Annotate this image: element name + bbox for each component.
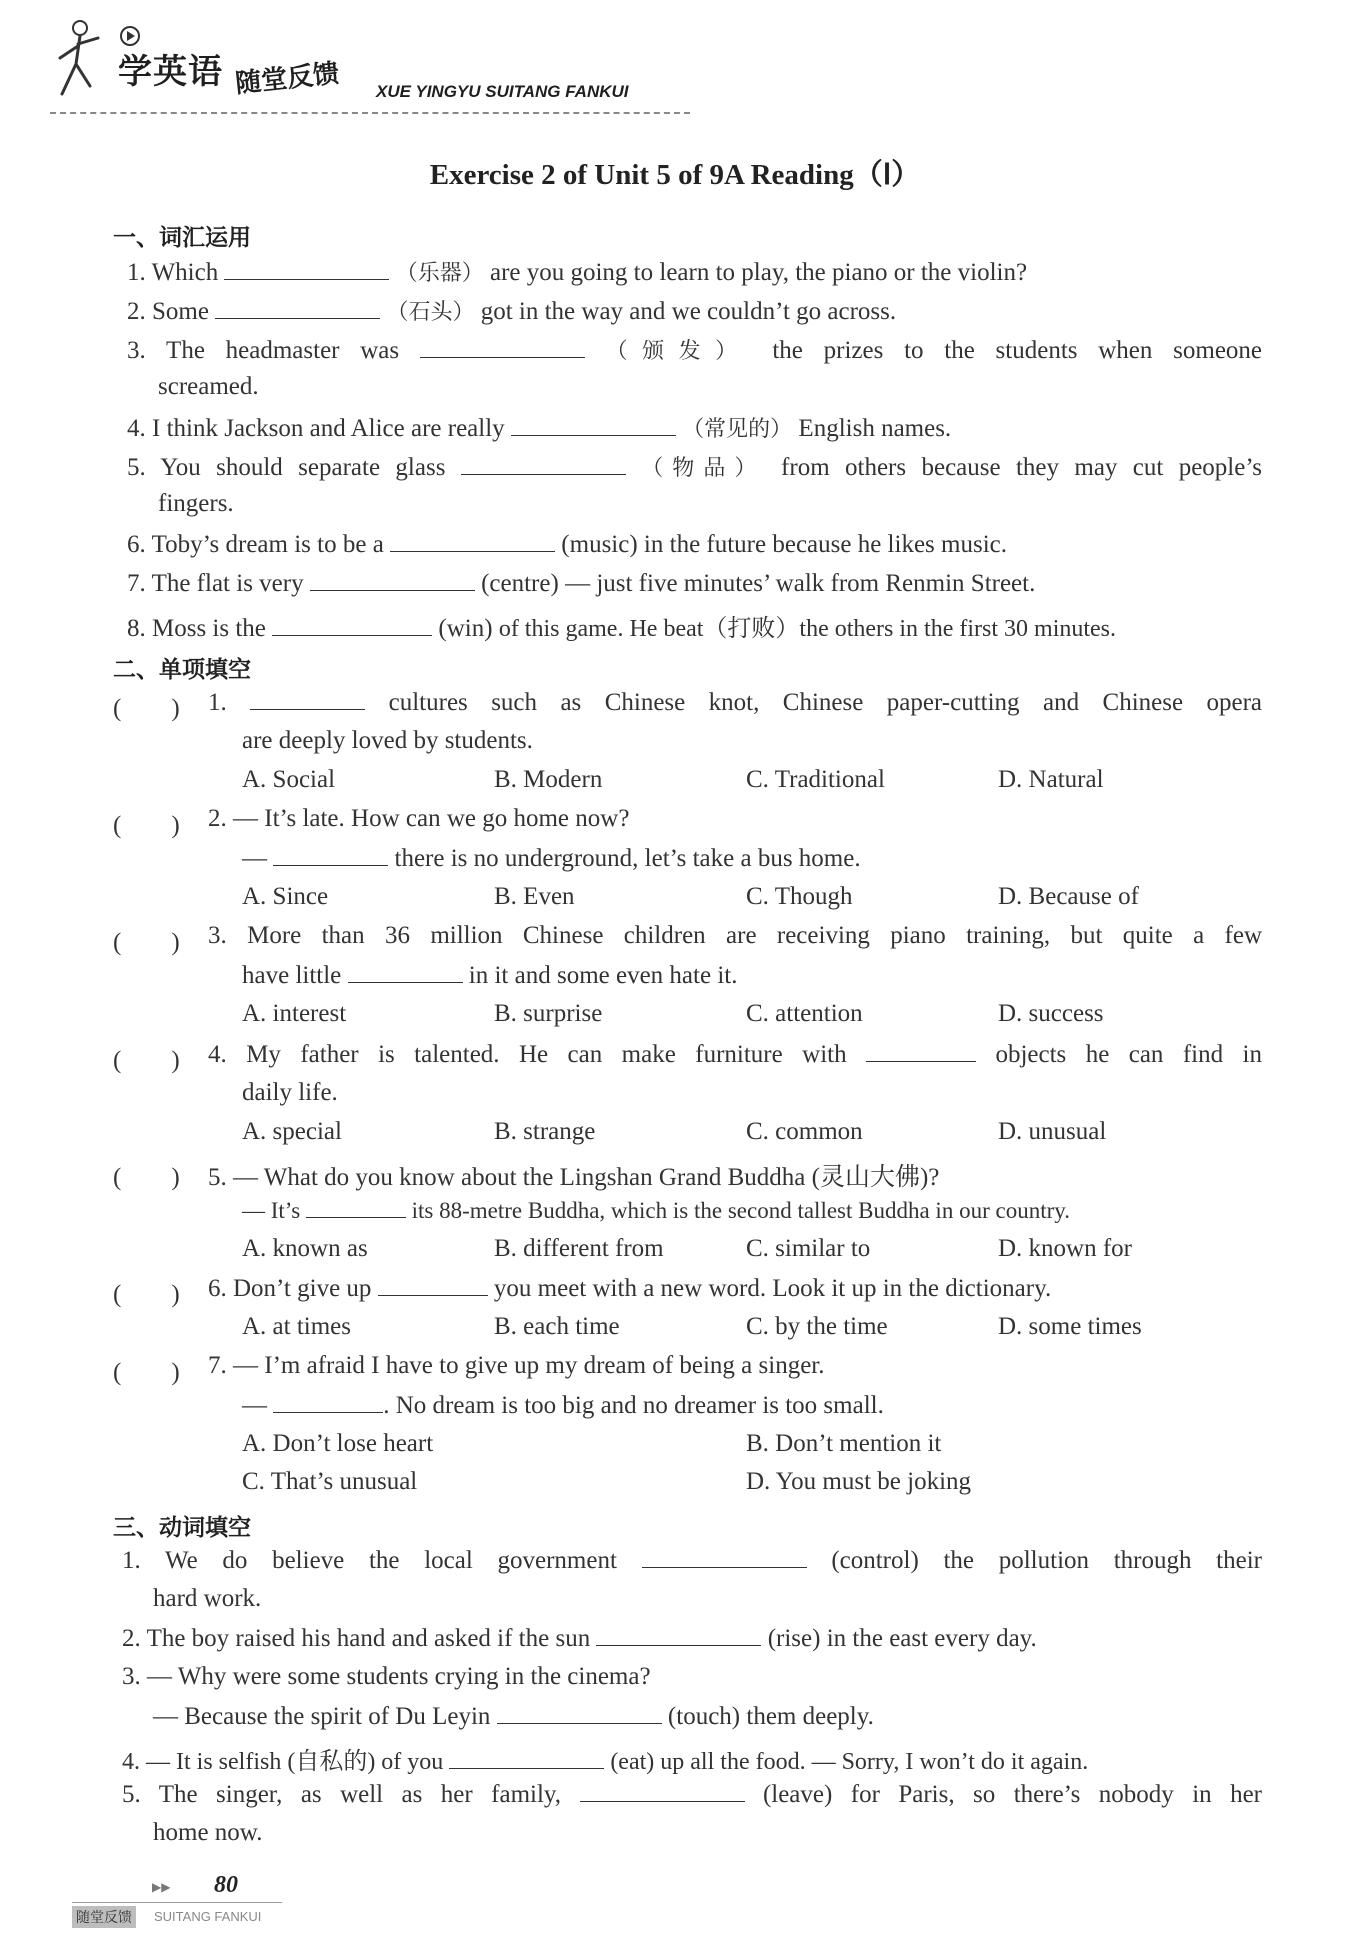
option-c[interactable]: C. That’s unusual [242, 1468, 418, 1495]
mc-question-4 [208, 1040, 1262, 1069]
vocab-item-5 [127, 451, 1262, 482]
logo-pinyin: XUE YINGYU SUITANG FANKUI [376, 82, 629, 101]
item-number: 6. [127, 531, 146, 558]
item-hint: (eat) [610, 1749, 655, 1775]
answer-parenthesis[interactable]: ( ) [113, 1047, 180, 1074]
answer-parenthesis[interactable]: ( ) [113, 695, 180, 722]
item-number: 2. [127, 298, 146, 325]
item-text: in the future because he likes music. [643, 531, 1007, 558]
answer-blank[interactable] [306, 1196, 406, 1218]
option-a[interactable]: A. Social [242, 766, 336, 793]
header-divider [50, 112, 690, 114]
mc-question-4-cont: daily life. [242, 1079, 338, 1106]
page-number: 80 [214, 1872, 238, 1898]
answer-blank[interactable] [273, 844, 388, 866]
item-text: are you going to learn to play, the piano or the violin? [489, 259, 1028, 286]
verb-item-5-cont: home now. [153, 1819, 263, 1846]
footer-badge: 随堂反馈 [72, 1906, 136, 1928]
item-hint: (centre) [481, 570, 559, 597]
vocab-item-8 [127, 608, 1116, 643]
item-hint: (rise) [767, 1625, 821, 1652]
item-text: Which [151, 259, 219, 286]
item-text: — It’s late. How can we go home now? [233, 805, 630, 832]
answer-blank[interactable] [449, 1747, 604, 1769]
answer-blank[interactable] [596, 1624, 761, 1646]
answer-blank[interactable] [420, 336, 585, 358]
answer-parenthesis[interactable]: ( ) [113, 1359, 180, 1386]
item-text: you meet with a new word. Look it up in the dictionary. [493, 1275, 1052, 1302]
item-hint: （石头） [386, 300, 475, 325]
footer-rule [72, 1902, 282, 1903]
vocab-item-3 [127, 334, 1262, 365]
mc-question-2-cont [242, 844, 861, 873]
item-hint: (touch) [667, 1703, 741, 1730]
item-text: Toby’s dream is to be a [151, 531, 384, 558]
item-text: for Paris, so there’s nobody in her [850, 1781, 1263, 1808]
answer-blank[interactable] [642, 1546, 807, 1568]
page-title: Exercise 2 of Unit 5 of 9A Reading（Ⅰ） [429, 159, 921, 191]
item-text: — Because the spirit of Du Leyin [153, 1703, 491, 1730]
answer-parenthesis[interactable]: ( ) [113, 1281, 180, 1308]
section-heading-vocabulary: 一、词汇运用 [113, 225, 251, 251]
item-text: — just five minutes’ walk from Renmin Street. [565, 570, 1036, 597]
item-text: cultures such as Chinese knot, Chinese paper-cutting and Chinese opera [388, 689, 1263, 716]
option-b[interactable]: B. strange [494, 1118, 596, 1145]
answer-parenthesis[interactable]: ( ) [113, 1164, 180, 1191]
item-number: 4. [208, 1041, 227, 1068]
item-number: 3. [208, 922, 227, 949]
verb-item-5 [122, 1780, 1262, 1809]
item-number: 1. [208, 689, 227, 716]
option-d[interactable]: D. You must be joking [746, 1468, 972, 1495]
item-text: in it and some even hate it. [468, 962, 738, 989]
item-text: Moss is the [152, 615, 266, 642]
item-text: I think Jackson and Alice are really [152, 415, 505, 442]
item-text: — [242, 1392, 267, 1419]
item-number: 1. [127, 259, 146, 286]
item-hint: (win) [438, 615, 493, 642]
option-a[interactable]: A. Since [242, 883, 329, 910]
item-number: 7. [208, 1352, 227, 1379]
mc-question-5 [208, 1157, 939, 1193]
option-a[interactable]: A. interest [242, 1000, 347, 1027]
double-arrow-icon: ▶▶ [152, 1880, 171, 1894]
item-text: — It is selfish (自私的) of you [146, 1749, 444, 1775]
mc-question-6 [208, 1274, 1051, 1303]
option-d[interactable]: D. Because of [998, 883, 1139, 910]
option-d[interactable]: D. success [998, 1000, 1104, 1027]
option-c[interactable]: C. by the time [746, 1313, 888, 1340]
answer-blank[interactable] [215, 297, 380, 319]
item-text: . No dream is too big and no dreamer is too small. [383, 1392, 884, 1419]
item-text: You should separate glass [160, 454, 446, 481]
item-text: them deeply. [746, 1703, 874, 1730]
answer-blank[interactable] [390, 530, 555, 552]
answer-blank[interactable] [580, 1780, 745, 1802]
verb-item-3 [122, 1663, 651, 1691]
page-footer [72, 1872, 292, 1932]
verb-item-1-cont: hard work. [153, 1585, 262, 1612]
verb-item-2 [122, 1624, 1037, 1653]
option-d[interactable]: D. some times [998, 1313, 1142, 1340]
mc-question-2 [208, 805, 629, 833]
mc-question-5-cont [242, 1196, 1070, 1224]
answer-parenthesis[interactable]: ( ) [113, 929, 180, 956]
item-number: 8. [127, 615, 146, 642]
section-heading-multiple-choice: 二、单项填空 [113, 657, 251, 683]
option-b[interactable]: B. different from [494, 1235, 664, 1262]
answer-blank[interactable] [250, 688, 365, 710]
vocab-item-7 [127, 569, 1035, 598]
option-c[interactable]: C. Though [746, 883, 853, 910]
vocab-item-4 [127, 412, 951, 443]
option-c[interactable]: C. Traditional [746, 766, 885, 793]
item-text: — What do you know about the Lingshan Grand Buddha (灵山大佛)? [233, 1164, 940, 1191]
answer-blank[interactable] [310, 569, 475, 591]
answer-blank[interactable] [378, 1274, 488, 1296]
item-number: 2. [122, 1625, 141, 1652]
item-number: 3. [127, 337, 146, 364]
option-d[interactable]: D. unusual [998, 1118, 1107, 1145]
option-a[interactable]: A. at times [242, 1313, 352, 1340]
answer-blank[interactable] [497, 1702, 662, 1724]
logo-title-main: 学英语 [118, 52, 223, 92]
item-hint: （乐器） [395, 261, 484, 286]
answer-blank[interactable] [461, 453, 626, 475]
item-text: We do believe the local government [165, 1547, 617, 1574]
item-hint: （物品） [641, 456, 766, 481]
answer-blank[interactable] [866, 1040, 976, 1062]
mc-question-1-cont: are deeply loved by students. [242, 727, 533, 754]
option-c[interactable]: C. common [746, 1118, 863, 1145]
item-text: The headmaster was [166, 337, 400, 364]
item-text: My father is talented. He can make furniture with [246, 1041, 847, 1068]
option-b[interactable]: B. Don’t mention it [746, 1430, 942, 1457]
logo-title-sub: 随堂反馈 [233, 58, 341, 100]
item-text: objects he can find in [995, 1041, 1263, 1068]
option-a[interactable]: A. special [242, 1118, 342, 1145]
mc-question-3 [208, 922, 1262, 950]
answer-blank[interactable] [511, 414, 676, 436]
vocab-item-2 [127, 295, 896, 326]
item-hint: (control) [831, 1547, 919, 1574]
item-number: 4. [122, 1749, 140, 1775]
vocab-item-6 [127, 530, 1007, 559]
item-text: The singer, as well as her family, [158, 1781, 562, 1808]
option-d[interactable]: D. Natural [998, 766, 1104, 793]
item-text: got in the way and we couldn’t go across. [480, 298, 897, 325]
item-text: — It’s [242, 1198, 301, 1223]
item-text: The boy raised his hand and asked if the sun [146, 1625, 591, 1652]
item-number: 1. [122, 1547, 141, 1574]
option-c[interactable]: C. similar to [746, 1235, 871, 1262]
option-b[interactable]: B. Modern [494, 766, 603, 793]
item-text: English names. [798, 415, 952, 442]
answer-blank[interactable] [272, 614, 432, 636]
item-text: up all the food. — Sorry, I won’t do it again. [660, 1749, 1089, 1775]
answer-blank[interactable] [224, 258, 389, 280]
section-heading-verb-fill: 三、动词填空 [113, 1515, 251, 1541]
vocab-item-5-cont: fingers. [158, 490, 234, 517]
option-a[interactable]: A. Don’t lose heart [242, 1430, 434, 1457]
item-text: — I’m afraid I have to give up my dream of being a singer. [233, 1352, 825, 1379]
item-text: the prizes to the students when someone [772, 337, 1263, 364]
mc-question-7 [208, 1352, 824, 1380]
mc-question-1 [208, 688, 1262, 717]
vocab-item-1 [127, 256, 1027, 287]
item-text: from others because they may cut people’s [781, 454, 1263, 481]
verb-item-1 [122, 1546, 1262, 1575]
item-number: 5. [208, 1164, 227, 1191]
item-text: the pollution through their [943, 1547, 1262, 1574]
option-b[interactable]: B. each time [494, 1313, 620, 1340]
verb-item-3-cont [153, 1702, 874, 1731]
mc-question-7-cont [242, 1391, 884, 1420]
item-number: 6. [208, 1275, 227, 1302]
item-number: 5. [122, 1781, 141, 1808]
item-text: Some [152, 298, 209, 325]
item-number: 4. [127, 415, 146, 442]
option-b[interactable]: B. surprise [494, 1000, 603, 1027]
option-d[interactable]: D. known for [998, 1235, 1133, 1262]
option-b[interactable]: B. Even [494, 883, 575, 910]
item-hint: （颁发） [605, 339, 752, 364]
item-hint: （常见的） [682, 417, 793, 442]
item-text: The flat is very [151, 570, 304, 597]
item-number: 5. [127, 454, 146, 481]
item-text: — Why were some students crying in the cinema? [147, 1663, 651, 1690]
item-number: 3. [122, 1663, 141, 1690]
item-hint: (music) [561, 531, 638, 558]
vocab-item-3-cont: screamed. [158, 373, 259, 400]
item-text: More than 36 million Chinese children are receiving piano training, but quite a few [247, 922, 1262, 949]
item-text: — [242, 845, 267, 872]
mc-question-3-cont [242, 961, 737, 990]
footer-badge-pinyin: SUITANG FANKUI [154, 1909, 262, 1924]
item-text: in the east every day. [826, 1625, 1037, 1652]
verb-item-4 [122, 1741, 1088, 1776]
item-number: 2. [208, 805, 227, 832]
item-text: its 88-metre Buddha, which is the second tallest Buddha in our country. [411, 1198, 1070, 1223]
item-text: of this game. He beat（打败）the others in the first 30 minutes. [498, 616, 1117, 642]
item-number: 7. [127, 570, 146, 597]
page-header [50, 14, 690, 124]
answer-parenthesis[interactable]: ( ) [113, 812, 180, 839]
answer-blank[interactable] [273, 1391, 383, 1413]
option-c[interactable]: C. attention [746, 1000, 863, 1027]
answer-blank[interactable] [348, 961, 463, 983]
option-a[interactable]: A. known as [242, 1235, 368, 1262]
item-text: there is no underground, let’s take a bus home. [394, 845, 861, 872]
item-text: have little [242, 962, 342, 989]
item-hint: (leave) [762, 1781, 833, 1808]
item-text: Don’t give up [233, 1275, 372, 1302]
